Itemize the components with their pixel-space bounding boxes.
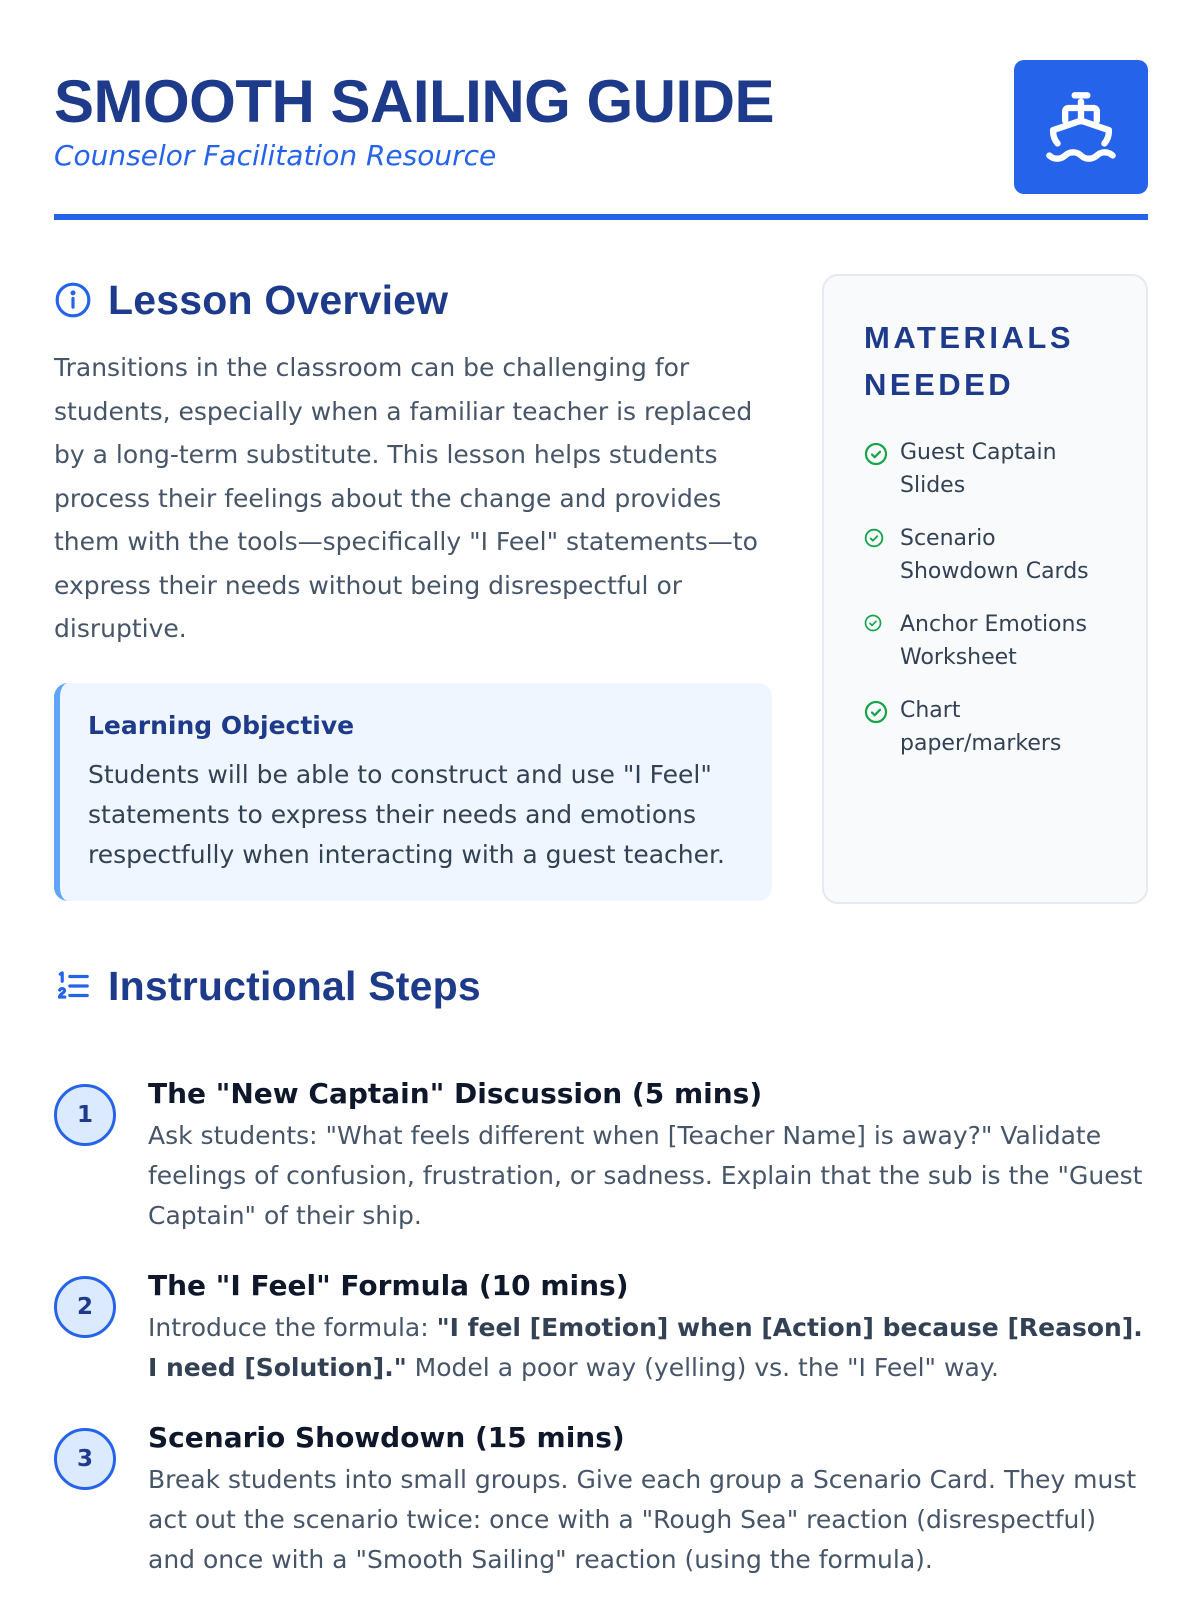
guide-title: SMOOTH SAILING GUIDE	[54, 68, 775, 135]
step-body: Ask students: "What feels different when [Teacher Name] is away?" Validate feelings of confusion, frustration, or sadness. Explain that the sub is the "Guest Captain" of their ship.	[148, 1121, 1143, 1230]
materials-item-label: Guest Captain Slides	[900, 440, 1057, 498]
step-body	[148, 1308, 1148, 1388]
guide-subtitle: Counselor Facilitation Resource	[54, 139, 497, 172]
objective-body: Students will be able to construct and use "I Feel" statements to express their needs and emotions respectfully when interacting with a guest teacher.	[88, 759, 725, 869]
step-body-intro: Introduce the formula:	[148, 1313, 437, 1342]
materials-item	[864, 694, 1116, 760]
materials-card	[822, 274, 1148, 904]
learning-objective-callout	[54, 683, 772, 901]
materials-item-label: Scenario Showdown Cards	[900, 526, 1089, 584]
step-title: Scenario Showdown (15 mins)	[148, 1421, 625, 1454]
numbered-list-icon	[54, 966, 94, 1006]
step-number-badge: 1	[54, 1084, 116, 1146]
overview-heading-row	[54, 270, 766, 330]
materials-item	[864, 436, 1116, 502]
formula-text: "I feel [Emotion] when [Action] because [Reason]. I need [Solution]."	[148, 1313, 1143, 1382]
check-circle-icon	[864, 700, 890, 728]
ship-icon	[1043, 89, 1119, 165]
step-title: The "New Captain" Discussion (5 mins)	[148, 1077, 763, 1110]
step-number-badge: 2	[54, 1276, 116, 1338]
info-circle-icon	[54, 280, 94, 320]
overview-heading: Lesson Overview	[108, 276, 449, 323]
step-item	[54, 1418, 1148, 1580]
header-divider	[54, 214, 1148, 220]
check-circle-icon	[864, 528, 890, 552]
materials-item	[864, 522, 1116, 588]
materials-heading: MATERIALS NEEDED	[864, 320, 1075, 402]
steps-heading: Instructional Steps	[108, 962, 481, 1009]
materials-item-label: Anchor Emotions Worksheet	[900, 612, 1087, 670]
step-body: Break students into small groups. Give each group a Scenario Card. They must act out the scenario twice: once with a "Rough Sea" reaction (disrespectful) and once with a "Smooth Sailing" reaction (using the formula).	[148, 1465, 1137, 1574]
step-item	[54, 1266, 1148, 1388]
step-number-badge: 3	[54, 1428, 116, 1490]
check-circle-icon	[864, 614, 890, 636]
ship-logo	[1014, 60, 1148, 194]
step-title: The "I Feel" Formula (10 mins)	[148, 1269, 629, 1302]
check-circle-icon	[864, 442, 890, 470]
lesson-overview-section	[54, 270, 766, 901]
materials-item	[864, 608, 1116, 674]
objective-heading: Learning Objective	[88, 710, 355, 740]
guide-header	[54, 60, 1148, 220]
steps-heading-row	[54, 956, 1148, 1016]
step-item	[54, 1074, 1148, 1236]
overview-body: Transitions in the classroom can be challenging for students, especially when a familiar teacher is replaced by a long-term substitute. This lesson helps students process their feelings about the change and provides them with the tools—specifically "I Feel" statements—to express their needs without being disrespectful or disruptive.	[54, 353, 758, 643]
materials-item-label: Chart paper/markers	[900, 698, 1062, 756]
instructional-steps-section	[54, 956, 1148, 1580]
step-body-outro: Model a poor way (yelling) vs. the "I Feel" way.	[406, 1353, 999, 1382]
